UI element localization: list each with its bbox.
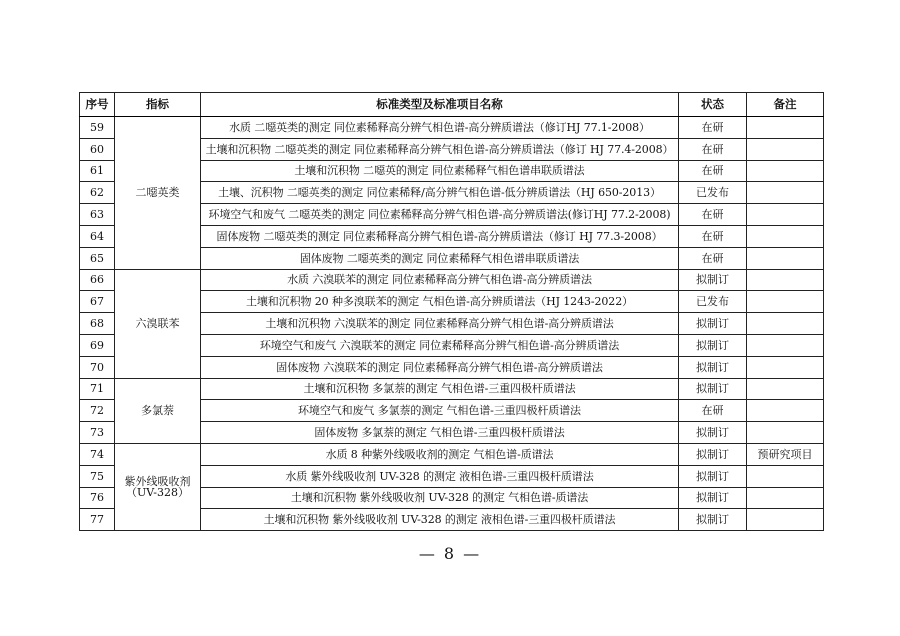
row-number: 62 — [80, 182, 115, 204]
note-cell — [747, 334, 824, 356]
standard-name: 固体废物 六溴联苯的测定 同位素稀释高分辨气相色谱-高分辨质谱法 — [201, 356, 679, 378]
indicator-cell — [115, 378, 201, 443]
row-number: 70 — [80, 356, 115, 378]
standard-name: 环境空气和废气 六溴联苯的测定 同位素稀释高分辨气相色谱-高分辨质谱法 — [201, 334, 679, 356]
row-number: 60 — [80, 138, 115, 160]
row-number: 77 — [80, 509, 115, 531]
note-cell — [747, 182, 824, 204]
table-header-row — [80, 93, 824, 117]
status-cell: 拟制订 — [679, 269, 747, 291]
status-cell: 在研 — [679, 400, 747, 422]
status-cell: 拟制订 — [679, 422, 747, 444]
standard-name: 水质 8 种紫外线吸收剂的测定 气相色谱-质谱法 — [201, 443, 679, 465]
note-cell — [747, 487, 824, 509]
note-cell — [747, 269, 824, 291]
row-number: 69 — [80, 334, 115, 356]
row-number: 75 — [80, 465, 115, 487]
standard-name: 固体废物 多氯萘的测定 气相色谱-三重四极杆质谱法 — [201, 422, 679, 444]
header-note: 备注 — [747, 93, 824, 117]
status-cell: 在研 — [679, 204, 747, 226]
note-cell — [747, 400, 824, 422]
note-cell: 预研究项目 — [747, 443, 824, 465]
standard-name: 水质 二噁英类的测定 同位素稀释高分辨气相色谱-高分辨质谱法（修订HJ 77.1-2008） — [201, 117, 679, 139]
indicator-label: 二噁英类 — [135, 186, 180, 200]
indicator-cell — [115, 117, 201, 270]
header-name: 标准类型及标准项目名称 — [201, 93, 679, 117]
status-cell: 已发布 — [679, 291, 747, 313]
standard-name: 环境空气和废气 二噁英类的测定 同位素稀释高分辨气相色谱-高分辨质谱法(修订HJ 77.2-2008) — [201, 204, 679, 226]
header-indicator: 指标 — [115, 93, 201, 117]
status-cell: 拟制订 — [679, 313, 747, 335]
indicator-cell — [115, 269, 201, 378]
standard-name: 土壤和沉积物 二噁英类的测定 同位素稀释高分辨气相色谱-高分辨质谱法（修订 HJ 77.4-2008） — [201, 138, 679, 160]
row-number: 73 — [80, 422, 115, 444]
note-cell — [747, 204, 824, 226]
header-status: 状态 — [679, 93, 747, 117]
row-number: 76 — [80, 487, 115, 509]
indicator-label: 紫外线吸收剂 — [124, 475, 191, 489]
status-cell: 在研 — [679, 225, 747, 247]
row-number: 65 — [80, 247, 115, 269]
table-body — [80, 117, 824, 531]
row-number: 68 — [80, 313, 115, 335]
note-cell — [747, 160, 824, 182]
standard-name: 土壤和沉积物 二噁英的测定 同位素稀释气相色谱串联质谱法 — [201, 160, 679, 182]
status-cell: 拟制订 — [679, 378, 747, 400]
note-cell — [747, 247, 824, 269]
status-cell: 拟制订 — [679, 443, 747, 465]
standard-name: 土壤和沉积物 六溴联苯的测定 同位素稀释高分辨气相色谱-高分辨质谱法 — [201, 313, 679, 335]
row-number: 74 — [80, 443, 115, 465]
row-number: 61 — [80, 160, 115, 182]
status-cell: 拟制订 — [679, 465, 747, 487]
indicator-label: 多氯萘 — [141, 404, 174, 418]
indicator-sublabel: （UV-328） — [126, 486, 189, 500]
note-cell — [747, 509, 824, 531]
note-cell — [747, 138, 824, 160]
status-cell: 在研 — [679, 117, 747, 139]
standard-name: 水质 紫外线吸收剂 UV-328 的测定 液相色谱-三重四极杆质谱法 — [201, 465, 679, 487]
indicator-label: 六溴联苯 — [135, 317, 180, 331]
status-cell: 在研 — [679, 247, 747, 269]
note-cell — [747, 378, 824, 400]
note-cell — [747, 117, 824, 139]
table-row — [80, 443, 824, 465]
standard-name: 土壤、沉积物 二噁英类的测定 同位素稀释/高分辨气相色谱-低分辨质谱法（HJ 650-2013） — [201, 182, 679, 204]
status-cell: 在研 — [679, 138, 747, 160]
row-number: 72 — [80, 400, 115, 422]
row-number: 63 — [80, 204, 115, 226]
status-cell: 拟制订 — [679, 356, 747, 378]
note-cell — [747, 313, 824, 335]
table-row — [80, 378, 824, 400]
standard-name: 土壤和沉积物 多氯萘的测定 气相色谱-三重四极杆质谱法 — [201, 378, 679, 400]
note-cell — [747, 422, 824, 444]
note-cell — [747, 465, 824, 487]
row-number: 67 — [80, 291, 115, 313]
status-cell: 拟制订 — [679, 487, 747, 509]
status-cell: 在研 — [679, 160, 747, 182]
note-cell — [747, 356, 824, 378]
page-number: — 8 — — [418, 544, 482, 563]
standard-name: 水质 六溴联苯的测定 同位素稀释高分辨气相色谱-高分辨质谱法 — [201, 269, 679, 291]
row-number: 64 — [80, 225, 115, 247]
standard-name: 环境空气和废气 多氯萘的测定 气相色谱-三重四极杆质谱法 — [201, 400, 679, 422]
status-cell: 拟制订 — [679, 509, 747, 531]
status-cell: 拟制订 — [679, 334, 747, 356]
indicator-cell — [115, 443, 201, 530]
table-row — [80, 269, 824, 291]
standards-table — [79, 92, 824, 531]
note-cell — [747, 291, 824, 313]
standard-name: 土壤和沉积物 紫外线吸收剂 UV-328 的测定 气相色谱-质谱法 — [201, 487, 679, 509]
header-no: 序号 — [80, 93, 115, 117]
standard-name: 土壤和沉积物 20 种多溴联苯的测定 气相色谱-高分辨质谱法（HJ 1243-2022） — [201, 291, 679, 313]
standard-name: 固体废物 二噁英类的测定 同位素稀释气相色谱串联质谱法 — [201, 247, 679, 269]
standard-name: 土壤和沉积物 紫外线吸收剂 UV-328 的测定 液相色谱-三重四极杆质谱法 — [201, 509, 679, 531]
row-number: 66 — [80, 269, 115, 291]
table-row — [80, 117, 824, 139]
row-number: 71 — [80, 378, 115, 400]
standard-name: 固体废物 二噁英类的测定 同位素稀释高分辨气相色谱-高分辨质谱法（修订 HJ 77.3-2008） — [201, 225, 679, 247]
row-number: 59 — [80, 117, 115, 139]
status-cell: 已发布 — [679, 182, 747, 204]
note-cell — [747, 225, 824, 247]
